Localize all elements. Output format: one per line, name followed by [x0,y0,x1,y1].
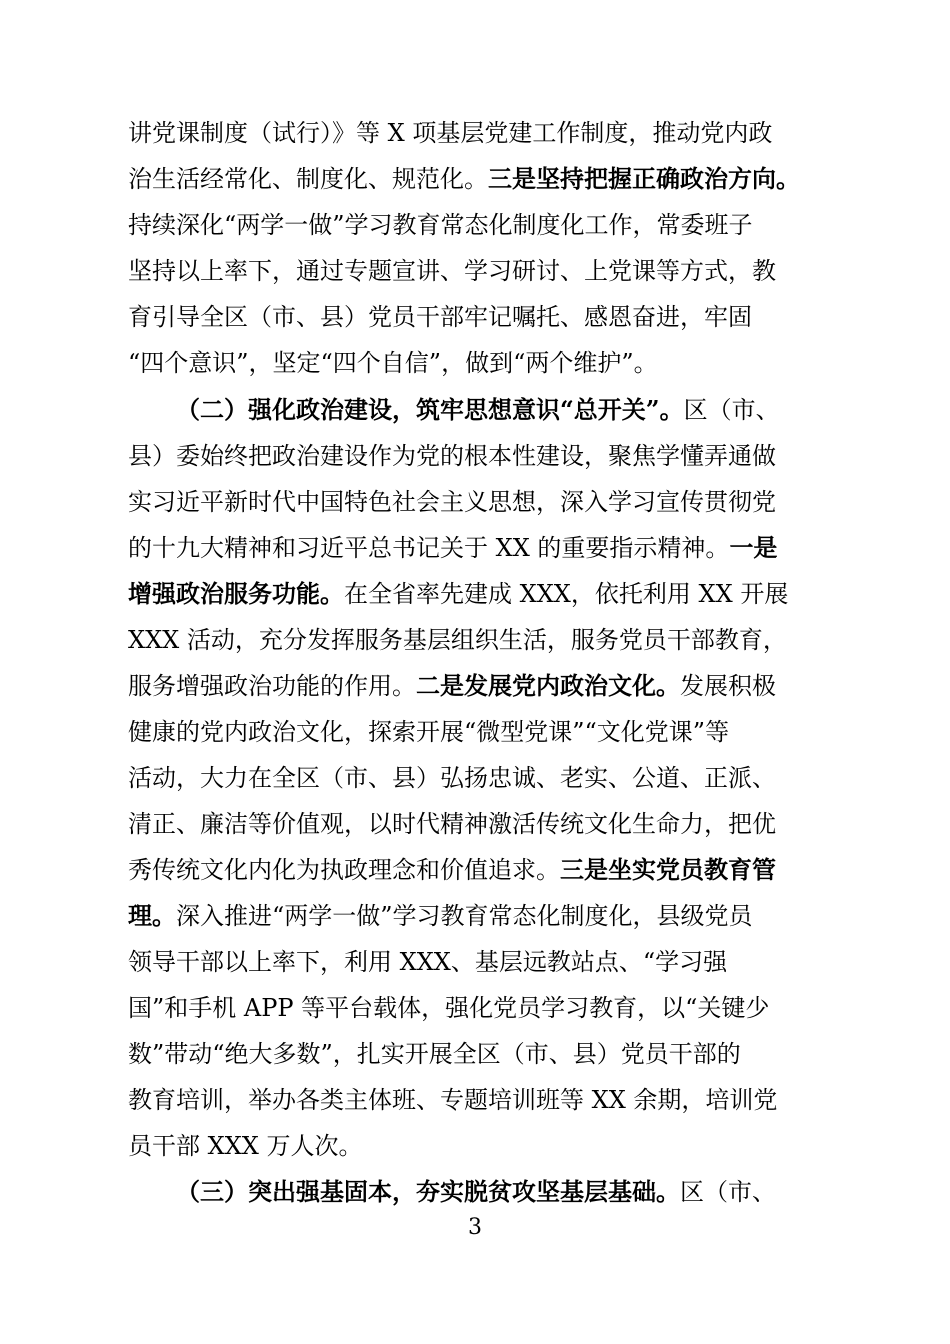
text-line [128,1080,828,1120]
text-segment: 治生活经常化、制度化、规范化。 [128,165,488,193]
text-line [128,804,828,844]
text-line [128,850,828,890]
text-segment: 活动，大力在全区（市、县）弘扬忠诚、老实、公道、正派、 [128,764,776,792]
text-segment: 服务增强政治功能的作用。 [128,672,416,700]
text-line [128,113,828,153]
text-line [128,297,828,337]
text-line [128,758,828,798]
text-segment: XXX 活动，充分发挥服务基层组织生活，服务党员干部教育， [128,626,787,654]
text-segment: 讲党课制度（试行）》等 X 项基层党建工作制度，推动党内政 [128,119,773,147]
text-line [128,205,828,245]
text-line [128,436,828,476]
text-line [128,482,828,522]
text-segment: 区（市、 [680,1178,776,1206]
text-segment: 清正、廉洁等价值观，以时代精神激活传统文化生命力，把优 [128,810,776,838]
bold-text-segment: 增强政治服务功能。 [128,579,344,608]
bold-text-segment: 一是 [729,533,778,562]
text-segment: 坚持以上率下，通过专题宣讲、学习研讨、上党课等方式，教 [128,257,776,285]
text-segment: 实习近平新时代中国特色社会主义思想，深入学习宣传贯彻党 [128,488,776,516]
text-line [128,712,828,752]
text-segment: 员干部 XXX 万人次。 [128,1132,363,1160]
text-line [128,390,828,430]
text-segment: 秀传统文化内化为执政理念和价值追求。 [128,856,560,884]
text-line [128,343,828,383]
text-segment: 持续深化“两学一做”学习教育常态化制度化工作，常委班子 [128,211,753,239]
text-segment: 区（市、 [683,396,780,424]
text-segment: 教育培训，举办各类主体班、专题培训班等 XX 余期，培训党 [128,1086,778,1114]
text-line [128,896,828,936]
text-line [128,988,828,1028]
text-segment: 健康的党内政治文化，探索开展“微型党课”“文化党课”等 [128,718,730,746]
text-segment: 领导干部以上率下，利用 XXX、基层远教站点、“学习强 [128,948,728,976]
text-segment: 数”带动“绝大多数”，扎实开展全区（市、县）党员干部的 [128,1040,741,1068]
text-segment: 育引导全区（市、县）党员干部牢记嘱托、感恩奋进，牢固 [128,303,752,331]
bold-text-segment: （二）强化政治建设，筑牢思想意识“总开关”。 [176,395,684,424]
text-segment: 发展积极 [680,672,776,700]
bold-text-segment: 二是发展党内政治文化。 [416,671,680,700]
text-line [128,251,828,291]
text-segment: 在全省率先建成 XXX，依托利用 XX 开展 [344,580,789,608]
text-segment: “四个意识”，坚定“四个自信”，做到“两个维护”。 [128,349,658,377]
text-line [128,1172,828,1212]
bold-text-segment: （三）突出强基固本，夯实脱贫攻坚基层基础。 [176,1177,680,1206]
text-segment: 的十九大精神和习近平总书记关于 XX 的重要指示精神。 [128,534,730,562]
text-line [128,159,828,199]
text-segment: 国”和手机 APP 等平台载体，强化党员学习教育，以“关键少 [128,994,770,1022]
bold-text-segment: 三是坚持把握正确政治方向。 [488,164,800,193]
text-line [128,620,828,660]
bold-text-segment: 三是坐实党员教育管 [560,855,776,884]
text-line [128,1034,828,1074]
text-line [128,574,828,614]
text-segment: 深入推进“两学一做”学习教育常态化制度化，县级党员 [176,902,753,930]
page-number: 3 [468,1215,482,1240]
text-segment: 县）委始终把政治建设作为党的根本性建设，聚焦学懂弄通做 [128,442,776,470]
text-line [128,528,828,568]
bold-text-segment: 理。 [128,901,176,930]
text-line [128,666,828,706]
text-line [128,1126,828,1166]
text-line [128,942,828,982]
